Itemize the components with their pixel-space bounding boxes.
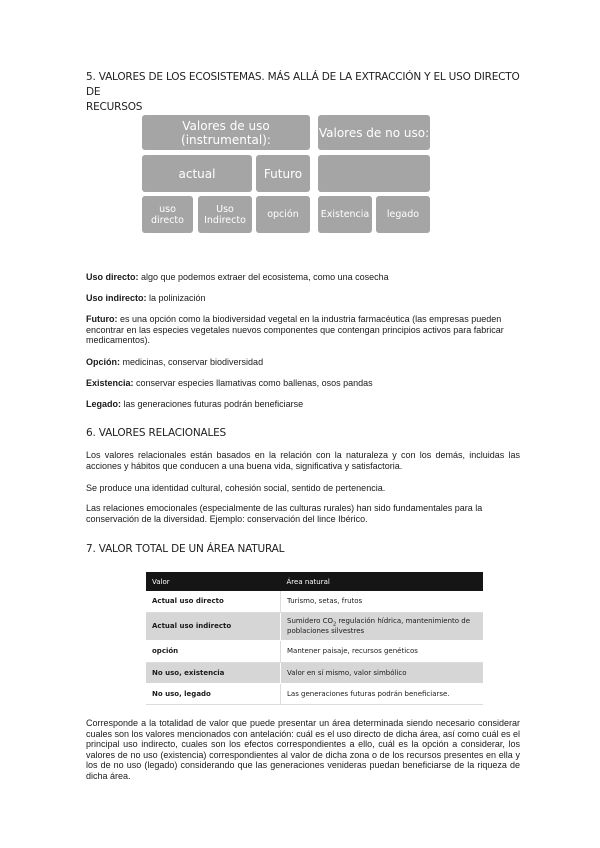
section-7-heading: 7. VALOR TOTAL DE UN ÁREA NATURAL [86, 543, 285, 555]
def-term: Futuro: [86, 314, 118, 324]
table-cell-valor: No uso, existencia [146, 662, 281, 683]
section-5-heading-line2: RECURSOS [86, 101, 143, 113]
table-cell-area: Las generaciones futuras podrán beneficiarse. [281, 683, 484, 704]
def-futuro [86, 314, 516, 346]
section-6-paragraph-1: Los valores relacionales están basados en la relación con la naturaleza y con los demás, incluidas las acciones y hábitos que conducen a una buena vida, significativa y satisfactoria. [86, 450, 520, 471]
uso-directo-box: uso directo [142, 196, 193, 233]
def-term: Uso indirecto: [86, 293, 147, 303]
def-term: Existencia: [86, 378, 134, 388]
table-header-row [146, 572, 483, 591]
futuro-box: Futuro [256, 155, 310, 192]
def-opcion [86, 357, 520, 368]
table-cell-valor: No uso, legado [146, 683, 281, 704]
existencia-box: Existencia [318, 196, 372, 233]
def-text: conservar especies llamativas como ballenas, osos pandas [133, 378, 373, 388]
section-7-paragraph: Corresponde a la totalidad de valor que puede presentar un área determinada siendo necesario considerar cuales son los valores mencionados con antelación: cuál es el uso directo de dicha área, así como cuál es el principal uso indirecto, cuales son los efectos correspondientes a ello, cuál es la opción a considerar, los valores de no uso (existencia) correspondientes al valor de dicha zona o de los recursos presentes en ella y los de no uso (legado) considerando que las generaciones venideras puedan beneficiarse de la riqueza de dicha área. [86, 718, 520, 781]
section-6-paragraph-3: Las relaciones emocionales (especialmente de las culturas rurales) han sido fundamentales para la conservación de la diversidad. Ejemplo: conservación del lince Ibérico. [86, 503, 483, 524]
table-row [146, 683, 483, 704]
def-text: la polinización [146, 293, 206, 303]
legado-box: legado [376, 196, 430, 233]
table-cell-area: Mantener paisaje, recursos genéticos [281, 640, 484, 662]
table-cell-area [281, 612, 484, 640]
def-text: las generaciones futuras podrán beneficiarse [121, 399, 304, 409]
def-legado [86, 399, 520, 410]
table-header-area: Área natural [281, 572, 484, 591]
table-cell-area: Turismo, setas, frutos [281, 591, 484, 612]
section-6-heading: 6. VALORES RELACIONALES [86, 427, 227, 439]
uso-indirecto-box: Uso Indirecto [198, 196, 252, 233]
table-row [146, 612, 483, 640]
no-uso-values-header: Valores de no uso: [318, 115, 430, 150]
def-term: Opción: [86, 357, 120, 367]
def-text: es una opción como la biodiversidad vegetal en la industria farmacéutica (las empresas pueden encontrar en las especies vegetales nuevos componentes que contengan principios activos para fabricar medicamentos). [86, 314, 504, 346]
section-6-paragraph-2: Se produce una identidad cultural, cohesión social, sentido de pertenencia. [86, 483, 386, 493]
opcion-box: opción [256, 196, 310, 233]
section-5-heading-line1: 5. VALORES DE LOS ECOSISTEMAS. MÁS ALLÁ DE LA EXTRACCIÓN Y EL USO DIRECTO DE [86, 71, 520, 98]
table-row [146, 591, 483, 612]
def-term: Legado: [86, 399, 121, 409]
uso-values-header: Valores de uso (instrumental): [142, 115, 310, 150]
table-header-valor: Valor [146, 572, 281, 591]
table-row [146, 640, 483, 662]
table-cell-text-cont: regulación hídrica, mantenimiento de poblaciones silvestres [287, 616, 471, 636]
def-uso-indirecto [86, 293, 520, 304]
def-term: Uso directo: [86, 272, 139, 282]
table-cell-area: Valor en sí mismo, valor simbólico [281, 662, 484, 683]
def-text: medicinas, conservar biodiversidad [120, 357, 264, 367]
no-uso-empty-box [318, 155, 430, 192]
table-row [146, 662, 483, 683]
actual-box: actual [142, 155, 252, 192]
def-existencia [86, 378, 520, 389]
section-5-heading [86, 70, 526, 115]
table-cell-valor: Actual uso indirecto [146, 612, 281, 640]
def-text: algo que podemos extraer del ecosistema, como una cosecha [138, 272, 389, 282]
table-cell-valor: opción [146, 640, 281, 662]
table-cell-valor: Actual uso directo [146, 591, 281, 612]
table-cell-text: Sumidero CO [287, 616, 334, 625]
def-uso-directo [86, 272, 520, 283]
value-table [146, 572, 483, 705]
subscript: 2 [333, 621, 337, 628]
